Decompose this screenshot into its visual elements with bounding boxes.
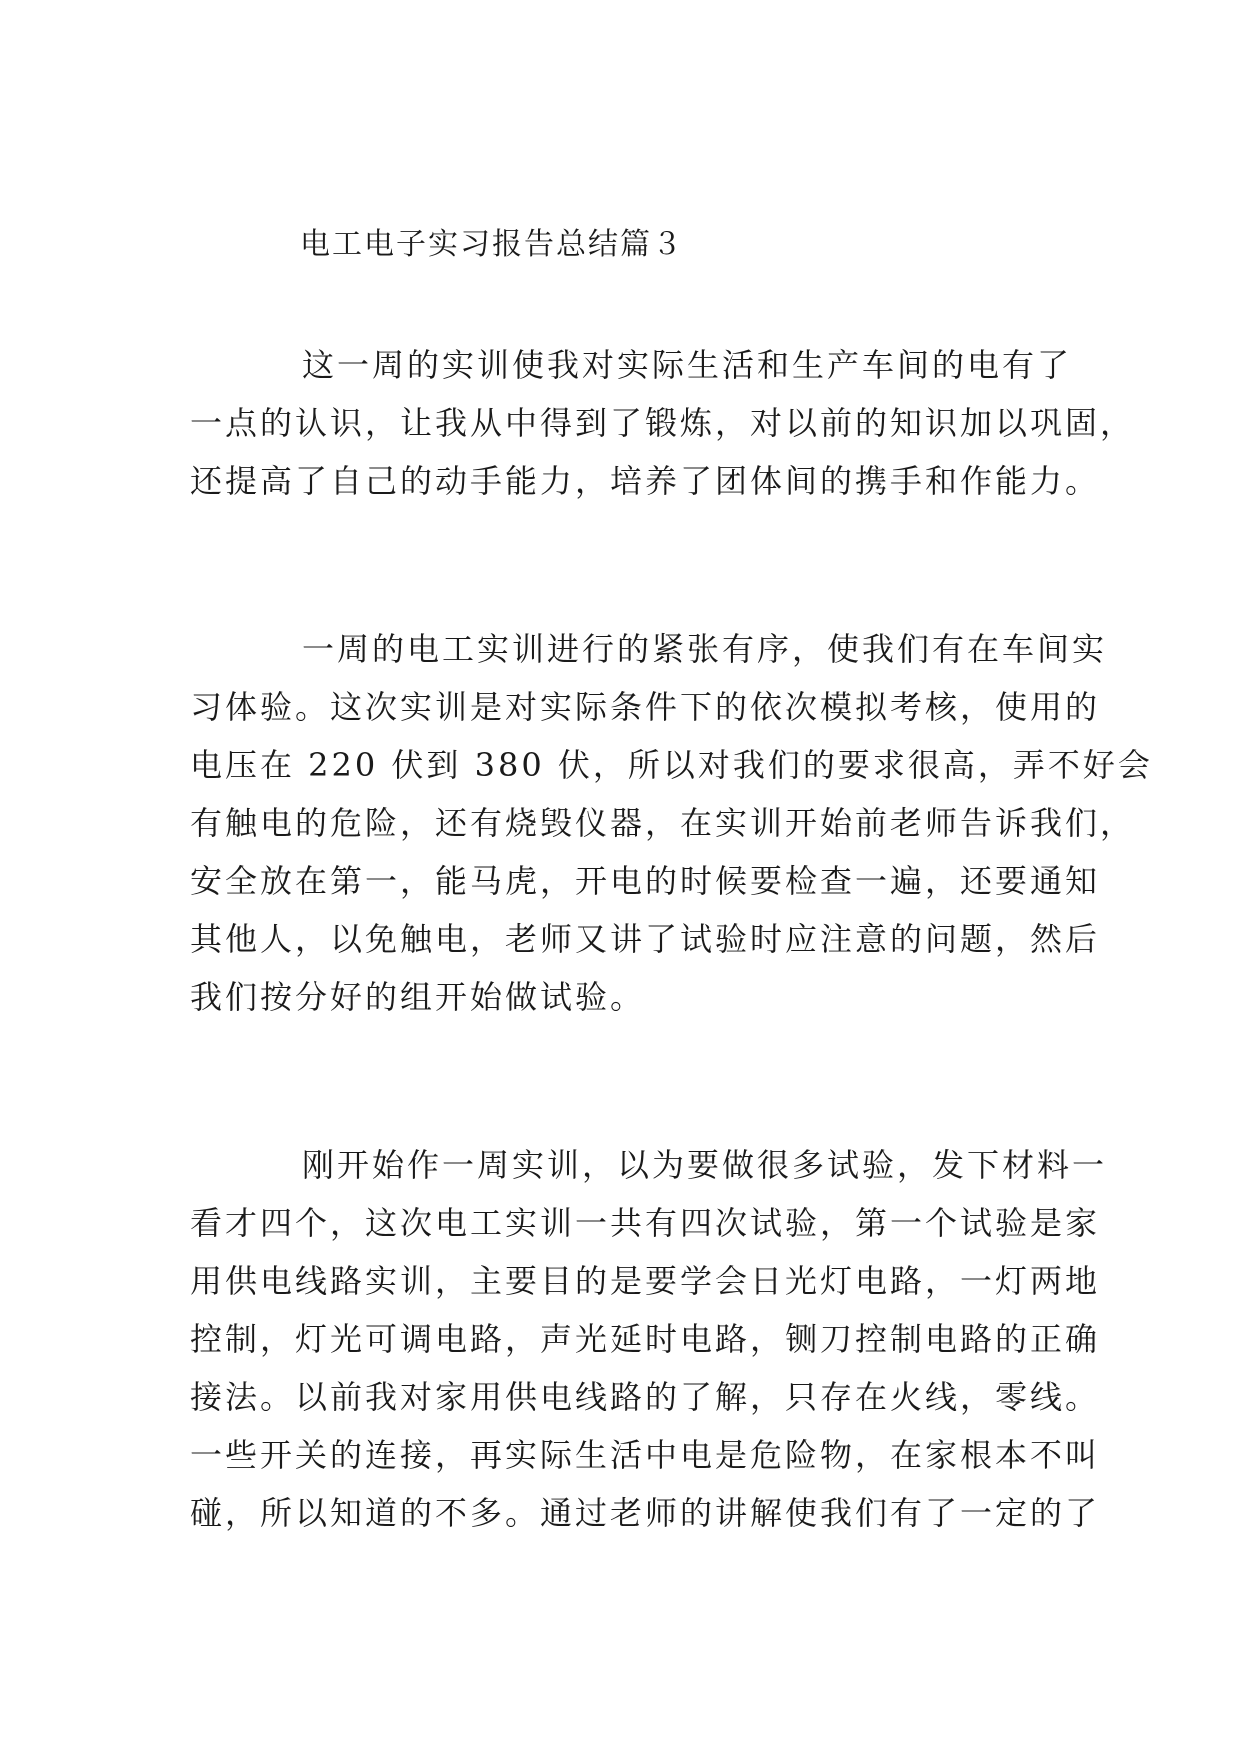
paragraph-line: 一周的电工实训进行的紧张有序，使我们有在车间实 [302, 630, 1108, 668]
paragraph-line: 接法。以前我对家用供电线路的了解，只存在火线，零线。 [190, 1378, 1101, 1416]
paragraph-line: 其他人，以免触电，老师又讲了试验时应注意的问题，然后 [190, 920, 1101, 958]
paragraph-line: 有触电的危险，还有烧毁仪器，在实训开始前老师告诉我们， [190, 804, 1136, 842]
paragraph-line: 习体验。这次实训是对实际条件下的依次模拟考核，使用的 [190, 688, 1101, 726]
paragraph-line: 安全放在第一，能马虎，开电的时候要检查一遍，还要通知 [190, 862, 1101, 900]
paragraph-line: 我们按分好的组开始做试验。 [190, 978, 646, 1016]
paragraph-1 [190, 336, 1136, 510]
paragraph-line: 一些开关的连接，再实际生活中电是危险物，在家根本不叫 [190, 1436, 1101, 1474]
paragraph-line: 用供电线路实训，主要目的是要学会日光灯电路，一灯两地 [190, 1262, 1101, 1300]
paragraph-line: 看才四个，这次电工实训一共有四次试验，第一个试验是家 [190, 1204, 1101, 1242]
paragraph-2 [190, 620, 1153, 1026]
paragraph-line: 碰，所以知道的不多。通过老师的讲解使我们有了一定的了 [190, 1494, 1101, 1532]
paragraph-3 [190, 1136, 1108, 1542]
paragraph-line: 电压在 220 伏到 380 伏，所以对我们的要求很高，弄不好会 [190, 746, 1153, 784]
paragraph-line: 这一周的实训使我对实际生活和生产车间的电有了 [302, 346, 1073, 384]
paragraph-line: 刚开始作一周实训，以为要做很多试验，发下材料一 [302, 1146, 1108, 1184]
paragraph-line: 还提高了自己的动手能力，培养了团体间的携手和作能力。 [190, 462, 1101, 500]
paragraph-line: 控制，灯光可调电路，声光延时电路，铡刀控制电路的正确 [190, 1320, 1101, 1358]
document-title: 电工电子实习报告总结篇３ [300, 227, 684, 262]
paragraph-line: 一点的认识，让我从中得到了锻炼，对以前的知识加以巩固， [190, 404, 1136, 442]
